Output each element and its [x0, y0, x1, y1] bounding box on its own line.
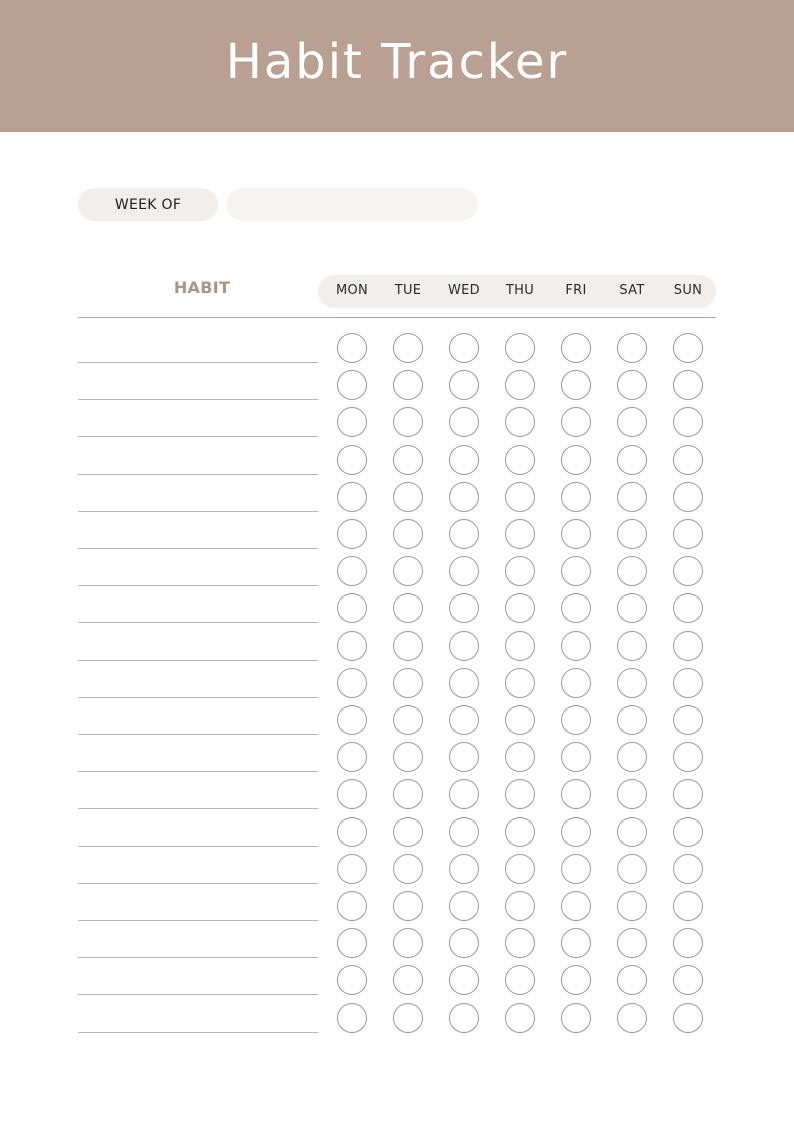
checkbox-row-2-tue[interactable]: [393, 370, 423, 400]
checkbox-row-16-fri[interactable]: [561, 891, 591, 921]
checkbox-row-7-thu[interactable]: [505, 556, 535, 586]
day-label-fri: FRI: [565, 283, 587, 298]
checkbox-row-10-tue[interactable]: [393, 668, 423, 698]
checkbox-row-3-mon[interactable]: [337, 407, 367, 437]
checkbox-row-12-wed[interactable]: [449, 742, 479, 772]
checkbox-row-13-sun[interactable]: [673, 779, 703, 809]
checkbox-row-9-tue[interactable]: [393, 631, 423, 661]
checkbox-row-19-sat[interactable]: [617, 1003, 647, 1033]
habit-line-row-16[interactable]: [78, 920, 318, 921]
checkbox-row-13-mon[interactable]: [337, 779, 367, 809]
habit-line-row-9[interactable]: [78, 660, 318, 661]
checkbox-row-11-sun[interactable]: [673, 705, 703, 735]
habit-line-row-19[interactable]: [78, 1032, 318, 1033]
checkbox-row-17-thu[interactable]: [505, 928, 535, 958]
day-label-mon: MON: [335, 283, 369, 298]
week-of-label: WEEK OF: [78, 188, 218, 221]
day-label-sat: SAT: [619, 283, 645, 298]
checkbox-row-10-thu[interactable]: [505, 668, 535, 698]
checkbox-row-1-fri[interactable]: [561, 333, 591, 363]
checkbox-row-13-sat[interactable]: [617, 779, 647, 809]
checkbox-row-4-wed[interactable]: [449, 445, 479, 475]
checkbox-row-18-sat[interactable]: [617, 965, 647, 995]
habit-line-row-12[interactable]: [78, 771, 318, 772]
checkbox-row-19-wed[interactable]: [449, 1003, 479, 1033]
checkbox-row-8-thu[interactable]: [505, 593, 535, 623]
checkbox-row-18-mon[interactable]: [337, 965, 367, 995]
checkbox-row-10-sat[interactable]: [617, 668, 647, 698]
checkbox-row-16-sat[interactable]: [617, 891, 647, 921]
checkbox-row-17-tue[interactable]: [393, 928, 423, 958]
habit-line-row-15[interactable]: [78, 883, 318, 884]
checkbox-row-8-wed[interactable]: [449, 593, 479, 623]
habit-column-heading: HABIT: [173, 278, 231, 297]
checkbox-row-19-fri[interactable]: [561, 1003, 591, 1033]
checkbox-row-5-thu[interactable]: [505, 482, 535, 512]
checkbox-row-15-sat[interactable]: [617, 854, 647, 884]
checkbox-row-3-sat[interactable]: [617, 407, 647, 437]
checkbox-row-12-sat[interactable]: [617, 742, 647, 772]
checkbox-row-18-fri[interactable]: [561, 965, 591, 995]
checkbox-row-14-mon[interactable]: [337, 817, 367, 847]
checkbox-row-19-thu[interactable]: [505, 1003, 535, 1033]
checkbox-row-8-mon[interactable]: [337, 593, 367, 623]
day-label-tue: TUE: [394, 283, 422, 298]
checkbox-row-8-tue[interactable]: [393, 593, 423, 623]
habit-line-row-1[interactable]: [78, 362, 318, 363]
checkbox-row-13-tue[interactable]: [393, 779, 423, 809]
checkbox-row-6-fri[interactable]: [561, 519, 591, 549]
checkbox-row-10-fri[interactable]: [561, 668, 591, 698]
checkbox-row-8-fri[interactable]: [561, 593, 591, 623]
habit-line-row-13[interactable]: [78, 808, 318, 809]
checkbox-row-9-wed[interactable]: [449, 631, 479, 661]
checkbox-row-13-fri[interactable]: [561, 779, 591, 809]
checkbox-row-9-sun[interactable]: [673, 631, 703, 661]
checkbox-row-4-sun[interactable]: [673, 445, 703, 475]
checkbox-row-13-thu[interactable]: [505, 779, 535, 809]
checkbox-row-1-sat[interactable]: [617, 333, 647, 363]
habit-line-row-3[interactable]: [78, 436, 318, 437]
checkbox-row-3-thu[interactable]: [505, 407, 535, 437]
checkbox-row-18-thu[interactable]: [505, 965, 535, 995]
habit-line-row-7[interactable]: [78, 585, 318, 586]
habit-line-row-5[interactable]: [78, 511, 318, 512]
checkbox-row-16-tue[interactable]: [393, 891, 423, 921]
checkbox-row-11-tue[interactable]: [393, 705, 423, 735]
checkbox-row-16-mon[interactable]: [337, 891, 367, 921]
checkbox-row-10-sun[interactable]: [673, 668, 703, 698]
checkbox-row-15-sun[interactable]: [673, 854, 703, 884]
checkbox-row-11-sat[interactable]: [617, 705, 647, 735]
checkbox-row-6-wed[interactable]: [449, 519, 479, 549]
checkbox-row-15-tue[interactable]: [393, 854, 423, 884]
page-title: Habit Tracker: [225, 34, 569, 90]
checkbox-row-17-wed[interactable]: [449, 928, 479, 958]
checkbox-row-15-fri[interactable]: [561, 854, 591, 884]
checkbox-row-15-thu[interactable]: [505, 854, 535, 884]
checkbox-row-13-wed[interactable]: [449, 779, 479, 809]
checkbox-row-12-mon[interactable]: [337, 742, 367, 772]
checkbox-row-9-fri[interactable]: [561, 631, 591, 661]
checkbox-row-1-tue[interactable]: [393, 333, 423, 363]
checkbox-row-6-thu[interactable]: [505, 519, 535, 549]
checkbox-row-11-wed[interactable]: [449, 705, 479, 735]
checkbox-row-11-mon[interactable]: [337, 705, 367, 735]
checkbox-row-14-tue[interactable]: [393, 817, 423, 847]
checkbox-row-5-sat[interactable]: [617, 482, 647, 512]
checkbox-row-5-fri[interactable]: [561, 482, 591, 512]
checkbox-row-11-thu[interactable]: [505, 705, 535, 735]
checkbox-row-14-wed[interactable]: [449, 817, 479, 847]
checkbox-row-18-tue[interactable]: [393, 965, 423, 995]
checkbox-row-15-wed[interactable]: [449, 854, 479, 884]
checkbox-row-7-wed[interactable]: [449, 556, 479, 586]
habit-line-row-17[interactable]: [78, 957, 318, 958]
day-label-thu: THU: [505, 283, 535, 298]
checkbox-row-9-sat[interactable]: [617, 631, 647, 661]
habit-line-row-14[interactable]: [78, 846, 318, 847]
week-of-field[interactable]: [226, 188, 478, 221]
checkbox-row-3-fri[interactable]: [561, 407, 591, 437]
checkbox-row-4-sat[interactable]: [617, 445, 647, 475]
checkbox-row-12-thu[interactable]: [505, 742, 535, 772]
checkbox-row-17-sat[interactable]: [617, 928, 647, 958]
checkbox-row-2-thu[interactable]: [505, 370, 535, 400]
header-divider: [78, 317, 716, 318]
checkbox-row-16-thu[interactable]: [505, 891, 535, 921]
checkbox-row-7-tue[interactable]: [393, 556, 423, 586]
checkbox-row-9-mon[interactable]: [337, 631, 367, 661]
checkbox-row-16-wed[interactable]: [449, 891, 479, 921]
checkbox-row-14-sun[interactable]: [673, 817, 703, 847]
checkbox-row-3-tue[interactable]: [393, 407, 423, 437]
checkbox-row-4-fri[interactable]: [561, 445, 591, 475]
checkbox-row-18-wed[interactable]: [449, 965, 479, 995]
checkbox-row-5-tue[interactable]: [393, 482, 423, 512]
checkbox-row-1-mon[interactable]: [337, 333, 367, 363]
title-banner: [0, 0, 794, 132]
checkbox-row-6-tue[interactable]: [393, 519, 423, 549]
checkbox-row-1-wed[interactable]: [449, 333, 479, 363]
day-label-sun: SUN: [673, 283, 703, 298]
checkbox-row-5-mon[interactable]: [337, 482, 367, 512]
checkbox-row-12-tue[interactable]: [393, 742, 423, 772]
checkbox-row-11-fri[interactable]: [561, 705, 591, 735]
habit-line-row-4[interactable]: [78, 474, 318, 475]
checkbox-row-12-sun[interactable]: [673, 742, 703, 772]
checkbox-row-2-sun[interactable]: [673, 370, 703, 400]
habit-line-row-2[interactable]: [78, 399, 318, 400]
checkbox-row-1-sun[interactable]: [673, 333, 703, 363]
checkbox-row-14-fri[interactable]: [561, 817, 591, 847]
checkbox-row-17-sun[interactable]: [673, 928, 703, 958]
checkbox-row-4-tue[interactable]: [393, 445, 423, 475]
checkbox-row-19-sun[interactable]: [673, 1003, 703, 1033]
checkbox-row-2-wed[interactable]: [449, 370, 479, 400]
day-label-wed: WED: [448, 283, 480, 298]
habit-line-row-11[interactable]: [78, 734, 318, 735]
checkbox-row-3-wed[interactable]: [449, 407, 479, 437]
checkbox-row-6-mon[interactable]: [337, 519, 367, 549]
checkbox-row-2-fri[interactable]: [561, 370, 591, 400]
checkbox-row-14-sat[interactable]: [617, 817, 647, 847]
checkbox-row-16-sun[interactable]: [673, 891, 703, 921]
checkbox-row-7-mon[interactable]: [337, 556, 367, 586]
checkbox-row-2-sat[interactable]: [617, 370, 647, 400]
habit-line-row-18[interactable]: [78, 994, 318, 995]
checkbox-row-6-sun[interactable]: [673, 519, 703, 549]
checkbox-row-5-sun[interactable]: [673, 482, 703, 512]
checkbox-row-10-wed[interactable]: [449, 668, 479, 698]
checkbox-row-4-thu[interactable]: [505, 445, 535, 475]
checkbox-row-8-sat[interactable]: [617, 593, 647, 623]
habit-line-row-8[interactable]: [78, 622, 318, 623]
checkbox-row-4-mon[interactable]: [337, 445, 367, 475]
checkbox-row-19-mon[interactable]: [337, 1003, 367, 1033]
checkbox-row-19-tue[interactable]: [393, 1003, 423, 1033]
checkbox-row-5-wed[interactable]: [449, 482, 479, 512]
checkbox-row-18-sun[interactable]: [673, 965, 703, 995]
checkbox-row-12-fri[interactable]: [561, 742, 591, 772]
checkbox-row-3-sun[interactable]: [673, 407, 703, 437]
checkbox-row-2-mon[interactable]: [337, 370, 367, 400]
checkbox-row-14-thu[interactable]: [505, 817, 535, 847]
checkbox-row-15-mon[interactable]: [337, 854, 367, 884]
checkbox-row-9-thu[interactable]: [505, 631, 535, 661]
checkbox-row-17-fri[interactable]: [561, 928, 591, 958]
checkbox-row-10-mon[interactable]: [337, 668, 367, 698]
habit-line-row-10[interactable]: [78, 697, 318, 698]
checkbox-row-6-sat[interactable]: [617, 519, 647, 549]
habit-line-row-6[interactable]: [78, 548, 318, 549]
checkbox-row-7-sun[interactable]: [673, 556, 703, 586]
checkbox-row-8-sun[interactable]: [673, 593, 703, 623]
checkbox-row-7-sat[interactable]: [617, 556, 647, 586]
checkbox-row-1-thu[interactable]: [505, 333, 535, 363]
checkbox-row-17-mon[interactable]: [337, 928, 367, 958]
checkbox-row-7-fri[interactable]: [561, 556, 591, 586]
